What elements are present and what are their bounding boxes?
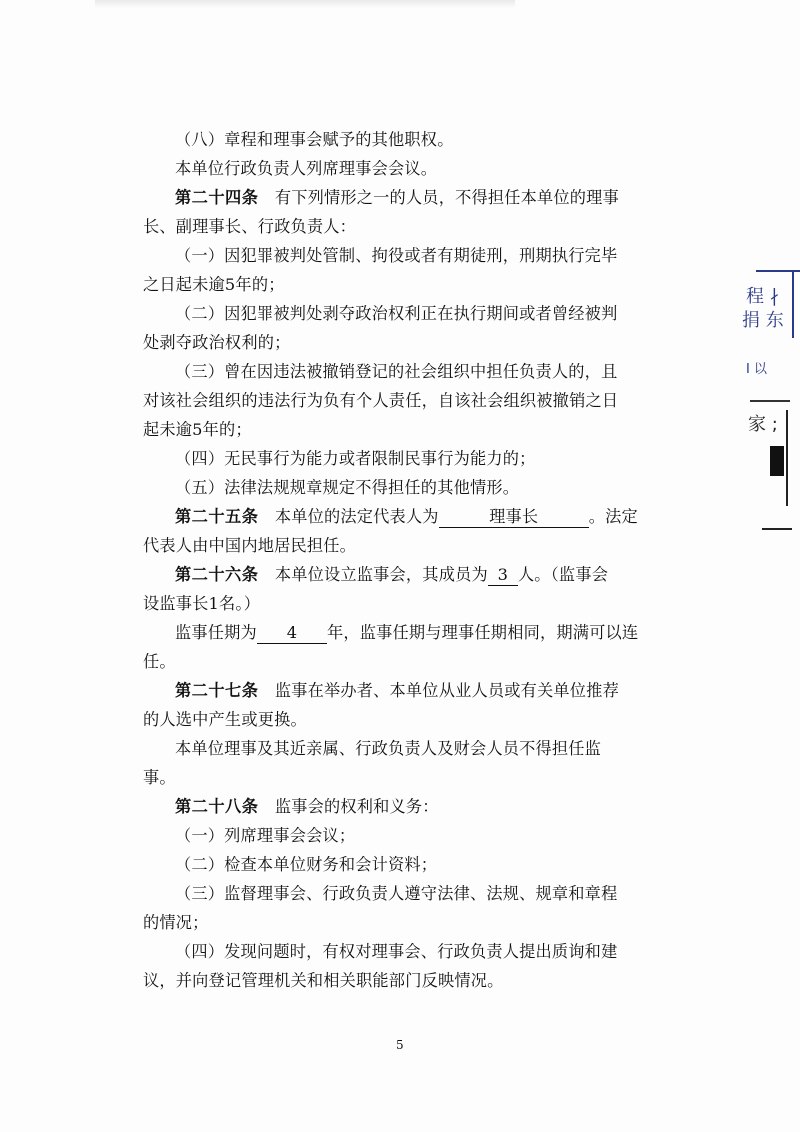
- item-4: （四）无民事行为能力或者限制民事行为能力的；: [175, 449, 536, 468]
- article-28-line: [143, 792, 673, 821]
- adjacent-page-fragment: [742, 260, 800, 560]
- paragraph: 本单位理事及其近亲属、行政负责人及财会人员不得担任监: [175, 739, 602, 758]
- article-26-line: [143, 560, 673, 589]
- article-text: 年，监事任期与理事任期相同，期满可以连: [326, 623, 639, 642]
- supervisor-count-field: 3: [488, 565, 518, 586]
- edge-bar: [792, 272, 794, 338]
- article-24-cont: 长、副理事长、行政负责人：: [143, 217, 357, 236]
- duty-4: （四）发现问题时，有权对理事会、行政负责人提出质询和建: [175, 942, 618, 961]
- article-text: 。法定: [588, 507, 638, 526]
- article-27-line: [143, 676, 673, 705]
- duty-4-cont: 议，并向登记管理机关和相关职能部门反映情况。: [143, 971, 504, 990]
- clause-8: （八）章程和理事会赋予的其他职权。: [175, 130, 454, 149]
- article-27-cont: 的人选中产生或更换。: [143, 710, 307, 729]
- article-heading: 第二十七条: [175, 681, 259, 700]
- item-3-cont: 对该社会组织的违法行为负有个人责任，自该社会组织被撤销之日: [143, 391, 619, 410]
- article-heading: 第二十六条: [175, 565, 259, 584]
- article-heading: 第二十五条: [175, 507, 259, 526]
- duty-3-cont: 的情况；: [143, 913, 209, 932]
- item-2-cont: 处剥夺政治权利的；: [143, 333, 291, 352]
- item-3-cont-2: 起未逾5年的；: [143, 420, 252, 439]
- article-25-cont: 代表人由中国内地居民担任。: [143, 536, 357, 555]
- article-text: 人。（监事会: [517, 565, 609, 584]
- edge-bar: [786, 410, 788, 506]
- article-heading: 第二十四条: [175, 188, 259, 207]
- edge-text: 捐 东: [742, 310, 784, 331]
- duty-2: （二）检查本单位财务和会计资料；: [175, 855, 438, 874]
- item-3: （三）曾在因违法被撤销登记的社会组织中担任负责人的，且: [175, 362, 618, 381]
- item-2: （二）因犯罪被判处剥夺政治权利正在执行期间或者曾经被判: [175, 304, 618, 323]
- item-1: （一）因犯罪被判处管制、拘役或者有期徒刑，刑期执行完毕: [175, 246, 618, 265]
- term-years-field: 4: [257, 623, 327, 644]
- edge-mark: [770, 446, 784, 476]
- edge-text: I 以: [746, 362, 767, 377]
- article-text: 监事在举办者、本单位从业人员或有关单位推荐: [258, 681, 619, 700]
- article-text: 本单位的法定代表人为: [258, 507, 439, 526]
- edge-rule: [762, 528, 792, 530]
- article-24-line: [143, 183, 673, 212]
- article-text: 监事会的权利和义务：: [258, 797, 439, 816]
- edge-text: 程 ∤: [746, 286, 779, 307]
- paragraph-cont: 事。: [143, 768, 176, 787]
- article-text: 本单位设立监事会，其成员为: [258, 565, 488, 584]
- scan-shadow: [95, 0, 515, 8]
- edge-text: 家 ;: [748, 414, 778, 435]
- article-26-cont: 设监事长1名。）: [143, 594, 261, 613]
- legal-rep-field: 理事长: [439, 507, 589, 528]
- term-line-cont: 任。: [143, 652, 176, 671]
- paragraph: 本单位行政负责人列席理事会会议。: [175, 159, 438, 178]
- term-line: [143, 618, 673, 647]
- document-body: [143, 125, 673, 995]
- item-5: （五）法律法规规章规定不得担任的其他情形。: [175, 478, 520, 497]
- page-number: 5: [396, 1038, 404, 1052]
- article-heading: 第二十八条: [175, 797, 259, 816]
- edge-rule: [750, 400, 790, 402]
- duty-1: （一）列席理事会会议；: [175, 826, 356, 845]
- article-text: 有下列情形之一的人员，不得担任本单位的理事: [258, 188, 619, 207]
- item-1-cont: 之日起未逾5年的；: [143, 275, 285, 294]
- duty-3: （三）监督理事会、行政负责人遵守法律、法规、规章和章程: [175, 884, 618, 903]
- article-text: 监事任期为: [175, 623, 257, 642]
- article-25-line: [143, 502, 673, 531]
